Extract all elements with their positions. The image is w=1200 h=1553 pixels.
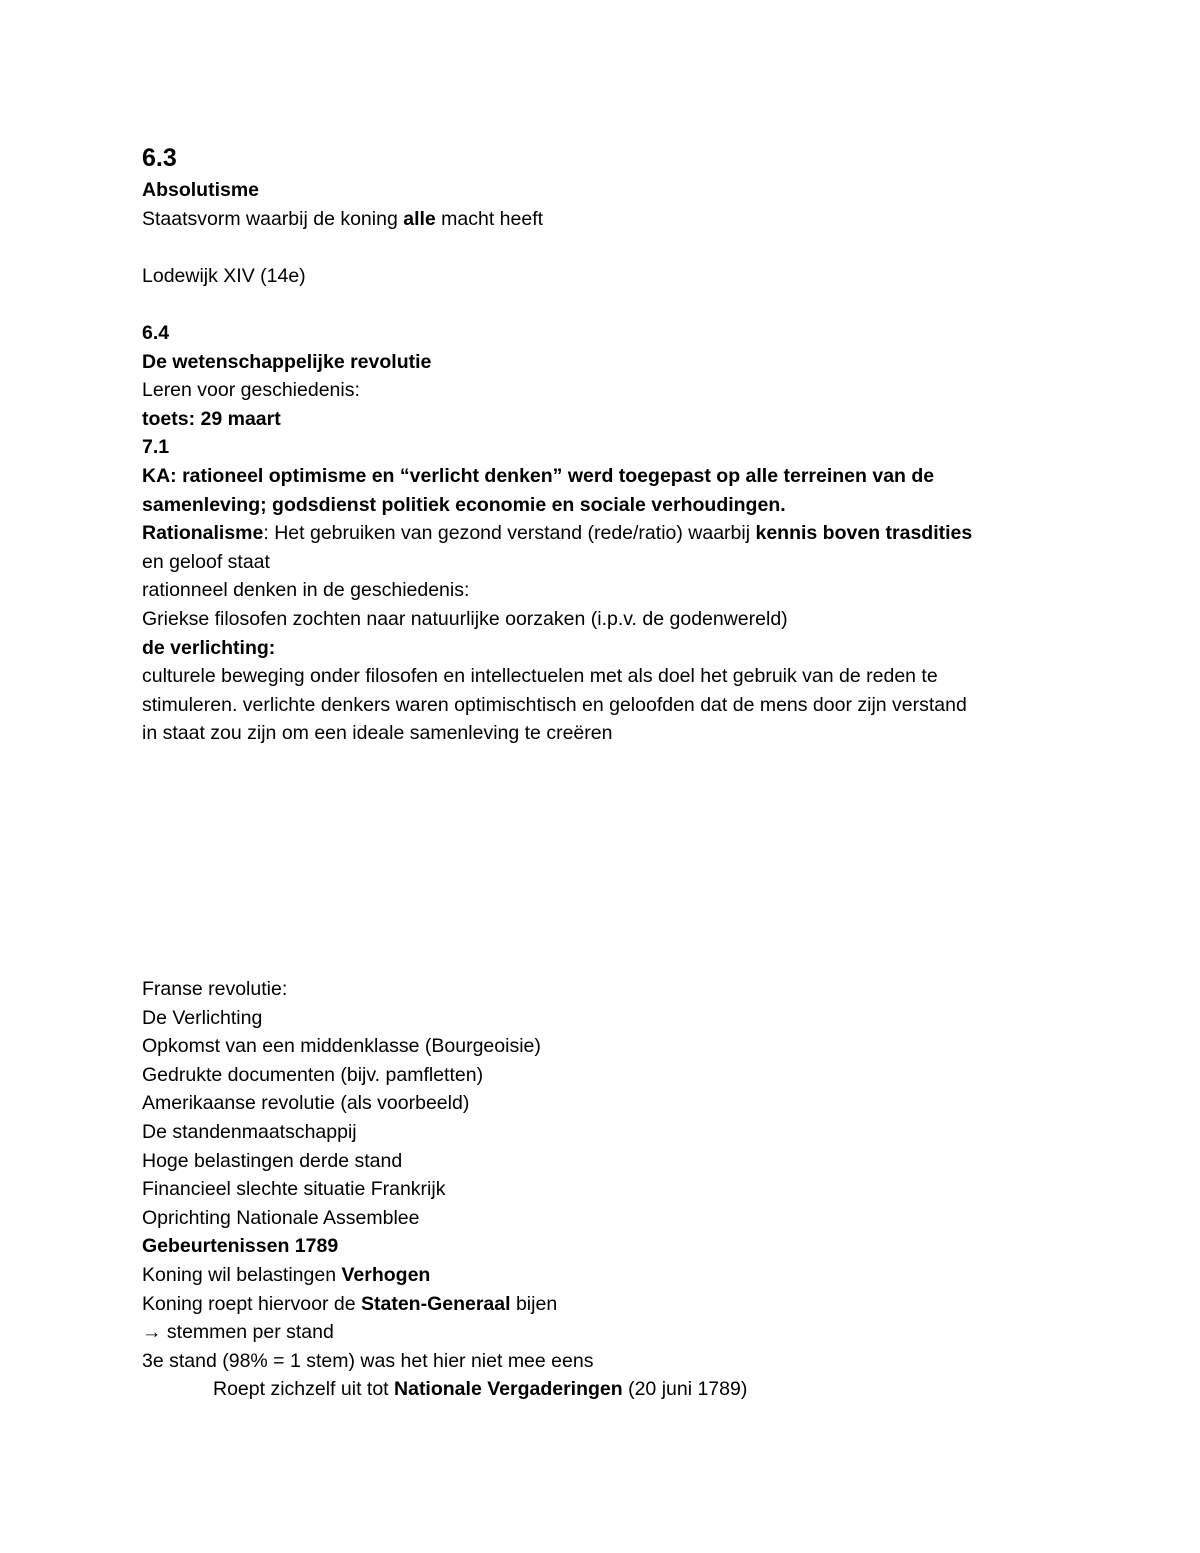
blank-line: [142, 290, 1072, 319]
notes-french-revolution: [142, 975, 1072, 1404]
cause-item: Hoge belastingen derde stand: [142, 1149, 403, 1172]
cause-item: Amerikaanse revolutie (als voorbeeld): [142, 1092, 470, 1115]
events-heading: Gebeurtenissen 1789: [142, 1235, 339, 1258]
event-bold: Verhogen: [341, 1263, 431, 1286]
enlightenment-line-1: culturele beweging onder filosofen en intellectuelen met als doel het gebruik van de reden te: [142, 665, 938, 688]
section-title-revolutie: De wetenschappelijke revolutie: [142, 350, 432, 373]
rationalism-term: Rationalisme: [142, 522, 264, 545]
event-bold: Nationale Vergaderingen: [394, 1378, 623, 1401]
french-revolution-heading: Franse revolutie:: [142, 978, 288, 1000]
event-item-indented: [142, 1375, 1072, 1404]
cause-item: De Verlichting: [142, 1006, 263, 1029]
enlightenment-term: de verlichting:: [142, 636, 276, 659]
event-item: [142, 1261, 1072, 1290]
blank-line: [142, 233, 1072, 262]
enlightenment-line-2: stimuleren. verlichte denkers waren optimischtisch en geloofden dat de mens door zijn verstand: [142, 693, 967, 716]
event-item: 3e stand (98% = 1 stem) was het hier niet mee eens: [142, 1349, 594, 1372]
event-text-end: bijen: [510, 1292, 558, 1315]
event-item: → stemmen per stand: [142, 1321, 334, 1344]
absolutisme-definition: [142, 205, 1072, 234]
test-date: toets: 29 maart: [142, 407, 281, 430]
cause-item: De standenmaatschappij: [142, 1120, 357, 1143]
cause-item: Financieel slechte situatie Frankrijk: [142, 1178, 446, 1201]
enlightenment-line-3: in staat zou zijn om een ideale samenleving te creëren: [142, 722, 613, 745]
section-number-7-1: 7.1: [142, 436, 170, 459]
greek-philosophers: Griekse filosofen zochten naar natuurlijke oorzaken (i.p.v. de godenwereld): [142, 607, 788, 630]
ka-line-2: samenleving; godsdienst politiek economie en sociale verhoudingen.: [142, 493, 786, 516]
rationalism-def-end: en geloof staat: [142, 550, 270, 573]
rational-history: rationneel denken in de geschiedenis:: [142, 579, 470, 602]
rationalism-def: : Het gebruiken van gezond verstand (rede/ratio) waarbij: [263, 522, 756, 545]
event-item: [142, 1290, 1072, 1319]
def-text: Staatsvorm waarbij de koning: [142, 207, 404, 230]
event-text-end: (20 juni 1789): [622, 1378, 748, 1401]
def-bold: alle: [403, 207, 436, 230]
ruler-line: Lodewijk XIV (14e): [142, 264, 306, 287]
event-bold: Staten-Generaal: [360, 1292, 511, 1315]
section-number-6-3: 6.3: [142, 144, 177, 172]
ka-line-1: KA: rationeel optimisme en “verlicht denken” werd toegepast op alle terreinen van de: [142, 464, 935, 487]
study-label: Leren voor geschiedenis:: [142, 379, 360, 402]
rationalism-def-bold: kennis boven trasdities: [755, 522, 973, 545]
notes-top: [142, 140, 1072, 748]
def-text-end: macht heeft: [435, 207, 544, 230]
section-title-absolutisme: Absolutisme: [142, 179, 260, 201]
event-text: Roept zichzelf uit tot: [213, 1378, 395, 1401]
section-number-6-4: 6.4: [142, 321, 170, 344]
event-text: Koning roept hiervoor de: [142, 1292, 361, 1315]
event-text: Koning wil belastingen: [142, 1263, 342, 1286]
cause-item: Opkomst van een middenklasse (Bourgeoisie): [142, 1035, 541, 1058]
cause-item: Gedrukte documenten (bijv. pamfletten): [142, 1063, 484, 1086]
cause-item: Oprichting Nationale Assemblee: [142, 1206, 420, 1229]
rationalism-line: [142, 519, 1072, 548]
